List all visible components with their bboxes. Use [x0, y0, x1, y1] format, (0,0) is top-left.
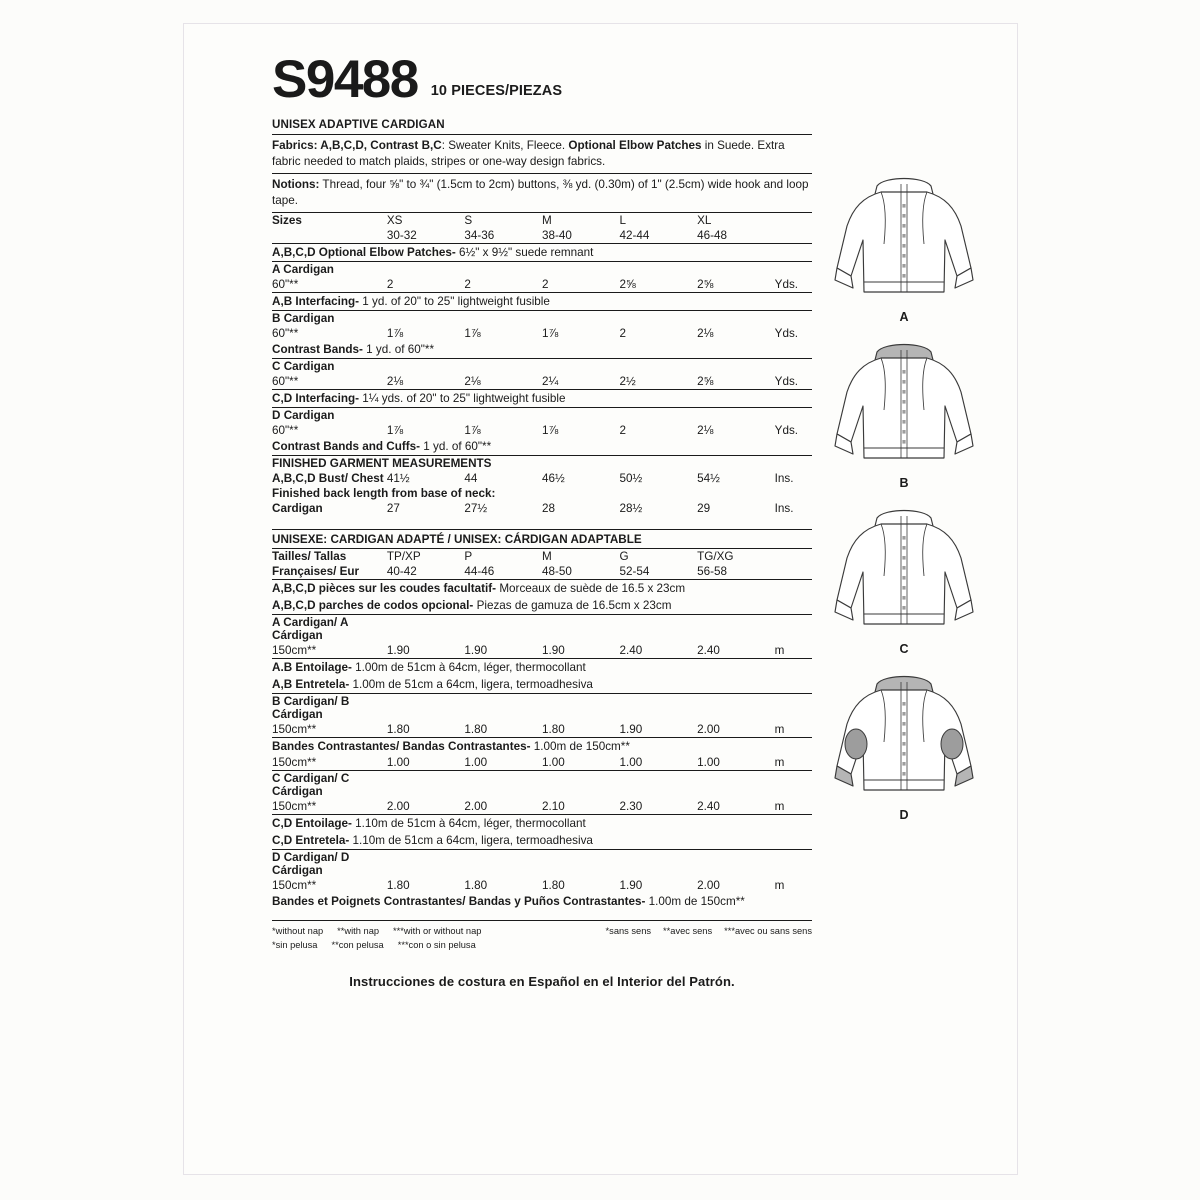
bands-cuffs-intl-text: 1.00m de 150cm**	[645, 895, 745, 909]
view-c-m: 2¼	[541, 375, 559, 389]
table-row	[272, 277, 812, 292]
table-row	[272, 423, 812, 438]
fabrics-text-2: in Suede. Extra fabric needed to match plaids, stripes or one-way design fabrics.	[272, 138, 785, 168]
illustration-label-b: B	[899, 476, 909, 490]
view-d-s: 1⅞	[464, 424, 481, 438]
elbow-fr-note	[272, 579, 812, 597]
view-a-m: 2	[541, 278, 549, 292]
cardigan-back-view-d-icon	[829, 662, 979, 812]
intl-view-d-tp: 1.80	[386, 879, 410, 893]
intl-view-b-title: B Cardigan/ B Cárdigan	[272, 695, 350, 722]
view-c-xs: 2⅛	[386, 375, 404, 389]
cd-interfacing-note	[272, 389, 812, 407]
bands-p: 1.00	[464, 756, 488, 770]
bust-unit: Ins.	[774, 472, 794, 486]
fabrics-bold-2: Optional Elbow Patches	[568, 138, 702, 152]
bust-xs: 41½	[386, 472, 410, 486]
illustration-view-b	[804, 330, 1004, 490]
elbow-es-label: A,B,C,D parches de codos opcional-	[272, 599, 474, 613]
intl-view-a-m: 1.90	[541, 644, 565, 658]
notions-paragraph	[272, 174, 812, 213]
elbow-patch-left-icon	[845, 729, 867, 759]
bands-contrastantes-note	[272, 737, 812, 755]
view-b-unit: Yds.	[774, 327, 799, 341]
footnote-fr-3: ***avec ou sans sens	[724, 926, 812, 937]
cardigan-back-view-b-icon	[829, 330, 979, 480]
ab-entretela-label: A,B Entretela-	[272, 678, 350, 692]
view-c-l: 2½	[619, 375, 636, 389]
intl-view-c-m: 2.10	[541, 800, 565, 814]
view-a-xs: 2	[386, 278, 394, 292]
intl-view-b-g: 1.90	[619, 723, 643, 737]
elbow-patches-text: 6½" x 9½" suede remnant	[455, 246, 594, 260]
cd-entoilage-text: 1.10m de 51cm à 64cm, léger, thermocollant	[351, 817, 586, 831]
table-row	[272, 643, 812, 658]
view-d-xs: 1⅞	[386, 424, 404, 438]
footnote-es-1: *sin pelusa	[272, 939, 318, 950]
illustration-label-c: C	[899, 642, 909, 656]
size-l: L	[619, 214, 627, 228]
intl-view-c-width: 150cm**	[272, 800, 317, 814]
intl-eur-m: 48-50	[541, 565, 572, 579]
table-row	[272, 878, 812, 893]
table-row	[272, 549, 812, 565]
page-title: UNISEX ADAPTIVE CARDIGAN	[272, 118, 812, 135]
table-row	[272, 799, 812, 814]
intl-view-d-width: 150cm**	[272, 879, 317, 893]
intl-size-p: P	[464, 550, 473, 564]
size-xl: XL	[697, 214, 712, 228]
intl-heading	[272, 529, 812, 548]
view-a-width: 60"**	[272, 278, 299, 292]
footnote-fr-2: **avec sens	[663, 926, 713, 937]
sizes-label: Sizes	[272, 214, 302, 228]
bust-xl: 54½	[697, 472, 720, 486]
yardage-table-d	[272, 407, 812, 438]
view-a-xl: 2⅝	[697, 278, 714, 292]
table-row	[272, 501, 812, 516]
footnotes-spanish	[272, 939, 812, 952]
cardigan-back-view-c-icon	[829, 496, 979, 646]
intl-view-b-tg: 2.00	[697, 723, 720, 737]
table-row	[272, 374, 812, 389]
intl-view-a-width: 150cm**	[272, 644, 317, 658]
table-row	[272, 850, 812, 879]
illustration-view-c	[804, 496, 1004, 656]
meas-l: 42-44	[619, 229, 650, 243]
contrast-bands-cuffs-text: 1 yd. of 60"**	[420, 440, 492, 454]
table-row	[272, 471, 812, 486]
intl-view-c-p: 2.00	[464, 800, 488, 814]
intl-view-b-m: 1.80	[541, 723, 565, 737]
intl-view-a-title: A Cardigan/ A Cárdigan	[272, 616, 348, 643]
footnotes	[272, 920, 812, 938]
cardigan-len-xs: 27	[386, 502, 400, 516]
cardigan-length-label: Cardigan	[272, 502, 323, 516]
view-b-s: 1⅞	[464, 327, 481, 341]
cd-interfacing-text: 1¼ yds. of 20" to 25" lightweight fusible	[359, 392, 566, 406]
bands-tp: 1.00	[386, 756, 410, 770]
bands-contrastantes-text: 1.00m de 150cm**	[530, 740, 630, 754]
intl-view-c-tg: 2.40	[697, 800, 720, 814]
footnote-es-3: ***con o sin pelusa	[397, 939, 476, 950]
table-row-sizes	[272, 213, 812, 228]
yardage-table-a	[272, 261, 812, 292]
header	[272, 50, 812, 109]
intl-size-g: G	[619, 550, 629, 564]
table-row	[272, 722, 812, 737]
footnote-en-1: *without nap	[272, 926, 324, 937]
illustration-view-d	[804, 662, 1004, 822]
intl-size-tp: TP/XP	[386, 550, 421, 564]
cd-entretela-text: 1.10m de 51cm a 64cm, ligera, termoadhesiva	[349, 834, 593, 848]
contrast-bands-text: 1 yd. of 60"**	[362, 343, 434, 357]
meas-s: 34-36	[464, 229, 495, 243]
fabrics-paragraph	[272, 135, 812, 174]
size-xs: XS	[386, 214, 403, 228]
view-b-title: B Cardigan	[272, 312, 335, 326]
cardigan-len-m: 28	[541, 502, 555, 516]
intl-view-d-p: 1.80	[464, 879, 488, 893]
view-c-xl: 2⅝	[697, 375, 714, 389]
bands-unit: m	[774, 756, 785, 770]
size-m: M	[541, 214, 552, 228]
bust-chest-label: A,B,C,D Bust/ Chest	[272, 472, 384, 486]
intl-view-c-g: 2.30	[619, 800, 643, 814]
ab-interfacing-note	[272, 292, 812, 310]
intl-view-b-width: 150cm**	[272, 723, 317, 737]
intl-view-a-tg: 2.40	[697, 644, 720, 658]
metric-table-b	[272, 693, 812, 737]
section-spacer	[272, 516, 812, 529]
view-b-xs: 1⅞	[386, 327, 404, 341]
metric-table-c	[272, 770, 812, 814]
contrast-bands-note	[272, 341, 812, 358]
ab-entretela-note	[272, 676, 812, 693]
intl-view-c-tp: 2.00	[386, 800, 410, 814]
bust-s: 44	[464, 472, 478, 486]
view-a-unit: Yds.	[774, 278, 799, 292]
ab-interfacing-text: 1 yd. of 20" to 25" lightweight fusible	[359, 295, 550, 309]
table-row	[272, 359, 812, 375]
ab-entoilage-text: 1.00m de 51cm à 64cm, léger, thermocollant	[351, 661, 586, 675]
meas-xl: 46-48	[697, 229, 727, 243]
cardigan-len-s: 27½	[464, 502, 488, 516]
cardigan-len-unit: Ins.	[774, 502, 794, 516]
finished-heading: FINISHED GARMENT MEASUREMENTS	[272, 457, 492, 471]
contrast-bands-cuffs-label: Contrast Bands and Cuffs-	[272, 440, 421, 454]
intl-sizes-label: Tailles/ Tallas	[272, 550, 347, 564]
view-d-unit: Yds.	[774, 424, 799, 438]
cd-entretela-label: C,D Entretela-	[272, 834, 350, 848]
sizes-table	[272, 213, 812, 243]
intl-view-d-g: 1.90	[619, 879, 643, 893]
cardigan-len-l: 28½	[619, 502, 643, 516]
finished-measurements-table	[272, 455, 812, 516]
intl-view-a-g: 2.40	[619, 644, 643, 658]
bust-m: 46½	[541, 472, 565, 486]
intl-view-a-unit: m	[774, 644, 785, 658]
fabrics-text-1: : Sweater Knits, Fleece.	[441, 138, 569, 152]
meas-m: 38-40	[541, 229, 572, 243]
table-row	[272, 262, 812, 278]
table-row	[272, 755, 812, 770]
table-row	[272, 326, 812, 341]
intl-eur-tg: 56-58	[697, 565, 727, 579]
ab-entoilage-note	[272, 658, 812, 676]
fabrics-label: Fabrics: A,B,C,D, Contrast B,C	[272, 138, 442, 152]
garment-illustrations	[804, 164, 1004, 828]
table-row	[272, 771, 812, 800]
view-c-unit: Yds.	[774, 375, 799, 389]
elbow-patch-right-icon	[941, 729, 963, 759]
view-c-width: 60"**	[272, 375, 299, 389]
metric-table-bands	[272, 755, 812, 770]
view-b-l: 2	[619, 327, 627, 341]
ab-entoilage-label: A.B Entoilage-	[272, 661, 352, 675]
metric-table-a	[272, 614, 812, 658]
table-row-measurements	[272, 228, 812, 243]
footnotes-english	[272, 925, 495, 938]
back-length-label: Finished back length from base of neck:	[272, 487, 496, 501]
illustration-label-a: A	[899, 310, 909, 324]
intl-heading-text: UNISEXE: CARDIGAN ADAPTÉ / UNISEX: CÁRDIGAN ADAPTABLE	[272, 533, 642, 547]
elbow-es-note	[272, 597, 812, 614]
metric-table-d	[272, 849, 812, 893]
spanish-instructions-note: Instrucciones de costura en Español en el Interior del Patrón.	[349, 974, 735, 990]
footnote-fr-1: *sans sens	[605, 926, 652, 937]
intl-view-d-tg: 2.00	[697, 879, 720, 893]
view-d-m: 1⅞	[541, 424, 559, 438]
intl-view-b-unit: m	[774, 723, 785, 737]
bands-g: 1.00	[619, 756, 643, 770]
contrast-bands-cuffs-note	[272, 438, 812, 455]
intl-sizes-table	[272, 548, 812, 579]
contrast-bands-label: Contrast Bands-	[272, 343, 363, 357]
intl-eur-g: 52-54	[619, 565, 650, 579]
footnote-en-3: ***with or without nap	[393, 926, 482, 937]
intl-eur-tp: 40-42	[386, 565, 417, 579]
intl-view-a-p: 1.90	[464, 644, 488, 658]
view-d-l: 2	[619, 424, 627, 438]
view-d-width: 60"**	[272, 424, 299, 438]
elbow-es-text: Piezas de gamuza de 16.5cm x 23cm	[473, 599, 672, 613]
footnotes-french	[594, 925, 812, 938]
view-a-title: A Cardigan	[272, 263, 334, 277]
notions-text: Thread, four ⅝" to ¾" (1.5cm to 2cm) buttons, ⅜ yd. (0.30m) of 1" (2.5cm) wide hook and loop tape.	[272, 177, 809, 208]
intl-view-d-m: 1.80	[541, 879, 565, 893]
view-c-title: C Cardigan	[272, 360, 335, 374]
yardage-table-b	[272, 310, 812, 341]
cd-interfacing-label: C,D Interfacing-	[272, 392, 360, 406]
table-row	[272, 311, 812, 327]
footnote-es-2: **con pelusa	[331, 939, 384, 950]
pattern-number: S9488	[272, 50, 418, 109]
bands-width: 150cm**	[272, 756, 317, 770]
view-b-m: 1⅞	[541, 327, 559, 341]
intl-view-d-unit: m	[774, 879, 785, 893]
yardage-table-c	[272, 358, 812, 389]
meas-xs: 30-32	[386, 229, 417, 243]
bands-tg: 1.00	[697, 756, 720, 770]
elbow-fr-label: A,B,C,D pièces sur les coudes facultatif-	[272, 582, 497, 596]
illustration-label-d: D	[899, 808, 909, 822]
intl-view-b-tp: 1.80	[386, 723, 410, 737]
cd-entretela-note	[272, 832, 812, 849]
elbow-fr-text: Morceaux de suède de 16.5 x 23cm	[496, 582, 686, 596]
elbow-patches-label: A,B,C,D Optional Elbow Patches-	[272, 246, 456, 260]
cd-entoilage-label: C,D Entoilage-	[272, 817, 352, 831]
intl-view-c-unit: m	[774, 800, 785, 814]
view-b-xl: 2⅛	[697, 327, 714, 341]
pattern-envelope-page	[183, 23, 1018, 1175]
view-d-title: D Cardigan	[272, 409, 335, 423]
intl-view-b-p: 1.80	[464, 723, 488, 737]
intl-view-d-title: D Cardigan/ D Cárdigan	[272, 851, 350, 878]
footnote-en-2: **with nap	[337, 926, 380, 937]
table-row	[272, 615, 812, 644]
view-d-xl: 2⅛	[697, 424, 714, 438]
view-a-l: 2⅝	[619, 278, 636, 292]
cd-entoilage-note	[272, 814, 812, 832]
intl-view-c-title: C Cardigan/ C Cárdigan	[272, 772, 350, 799]
bust-l: 50½	[619, 472, 643, 486]
view-b-width: 60"**	[272, 327, 299, 341]
ab-interfacing-label: A,B Interfacing-	[272, 295, 360, 309]
piece-count: 10 PIECES/PIEZAS	[430, 82, 563, 99]
pattern-info-column	[272, 50, 812, 990]
table-row	[272, 694, 812, 723]
view-a-s: 2	[464, 278, 471, 292]
intl-size-m: M	[541, 550, 552, 564]
table-row	[272, 564, 812, 579]
intl-eur-label: Françaises/ Eur	[272, 565, 360, 579]
table-row	[272, 486, 812, 501]
size-s: S	[464, 214, 473, 228]
cardigan-back-view-a-icon	[829, 164, 979, 314]
cardigan-len-xl: 29	[697, 502, 711, 516]
elbow-patches-note	[272, 243, 812, 261]
intl-size-tg: TG/XG	[697, 550, 734, 564]
view-c-s: 2⅛	[464, 375, 481, 389]
ab-entretela-text: 1.00m de 51cm a 64cm, ligera, termoadhesiva	[349, 678, 593, 692]
bands-cuffs-intl-note	[272, 893, 812, 910]
bands-m: 1.00	[541, 756, 565, 770]
bands-contrastantes-label: Bandes Contrastantes/ Bandas Contrastantes-	[272, 740, 531, 754]
bands-cuffs-intl-label: Bandes et Poignets Contrastantes/ Bandas y Puños Contrastantes-	[272, 895, 646, 909]
table-row	[272, 408, 812, 424]
intl-eur-p: 44-46	[464, 565, 495, 579]
table-row	[272, 456, 812, 472]
illustration-view-a	[804, 164, 1004, 324]
intl-view-a-tp: 1.90	[386, 644, 410, 658]
notions-label: Notions:	[272, 177, 320, 191]
